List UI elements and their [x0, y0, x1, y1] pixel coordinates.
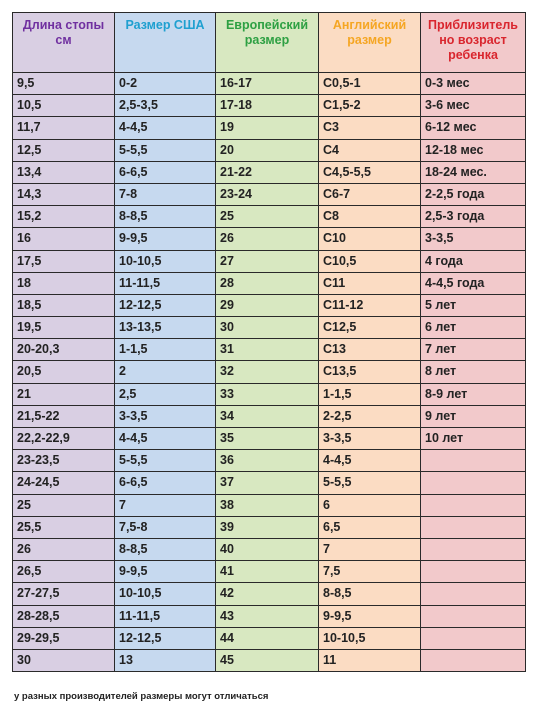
cell-child-age: 12-18 мес: [421, 139, 526, 161]
cell-uk-size: C10,5: [319, 250, 421, 272]
cell-us-size: 9-9,5: [115, 228, 216, 250]
cell-us-size: 7,5-8: [115, 516, 216, 538]
table-row: [13, 383, 526, 405]
cell-child-age: 2,5-3 года: [421, 206, 526, 228]
cell-eu-size: 31: [216, 339, 319, 361]
cell-eu-size: 32: [216, 361, 319, 383]
cell-us-size: 1-1,5: [115, 339, 216, 361]
cell-foot-length: 21,5-22: [13, 405, 115, 427]
cell-child-age: [421, 538, 526, 560]
cell-child-age: [421, 472, 526, 494]
size-table: [12, 12, 526, 672]
cell-eu-size: 35: [216, 428, 319, 450]
table-row: [13, 183, 526, 205]
cell-uk-size: C3: [319, 117, 421, 139]
cell-child-age: [421, 561, 526, 583]
cell-uk-size: 10-10,5: [319, 627, 421, 649]
cell-eu-size: 29: [216, 294, 319, 316]
table-row: [13, 228, 526, 250]
cell-foot-length: 10,5: [13, 95, 115, 117]
cell-us-size: 2,5-3,5: [115, 95, 216, 117]
cell-uk-size: 7,5: [319, 561, 421, 583]
cell-foot-length: 30: [13, 649, 115, 671]
cell-us-size: 4-4,5: [115, 428, 216, 450]
cell-foot-length: 25: [13, 494, 115, 516]
cell-eu-size: 38: [216, 494, 319, 516]
cell-uk-size: 7: [319, 538, 421, 560]
cell-us-size: 5-5,5: [115, 139, 216, 161]
table-row: [13, 450, 526, 472]
cell-eu-size: 37: [216, 472, 319, 494]
cell-foot-length: 11,7: [13, 117, 115, 139]
cell-child-age: [421, 649, 526, 671]
cell-uk-size: 11: [319, 649, 421, 671]
cell-us-size: 7: [115, 494, 216, 516]
header-child-age: Приблизитель но возраст ребенка: [421, 13, 526, 73]
cell-uk-size: C4: [319, 139, 421, 161]
table-row: [13, 428, 526, 450]
table-row: [13, 583, 526, 605]
table-row: [13, 516, 526, 538]
cell-us-size: 0-2: [115, 73, 216, 95]
header-foot-length: Длина стопы см: [13, 13, 115, 73]
size-chart: [12, 12, 526, 672]
cell-foot-length: 29-29,5: [13, 627, 115, 649]
cell-uk-size: 6: [319, 494, 421, 516]
cell-child-age: 7 лет: [421, 339, 526, 361]
cell-us-size: 4-4,5: [115, 117, 216, 139]
cell-child-age: [421, 450, 526, 472]
cell-uk-size: C10: [319, 228, 421, 250]
cell-uk-size: C0,5-1: [319, 73, 421, 95]
cell-foot-length: 28-28,5: [13, 605, 115, 627]
cell-child-age: 3-3,5: [421, 228, 526, 250]
table-row: [13, 339, 526, 361]
table-row: [13, 161, 526, 183]
cell-us-size: 11-11,5: [115, 605, 216, 627]
table-row: [13, 405, 526, 427]
cell-child-age: 3-6 мес: [421, 95, 526, 117]
cell-foot-length: 18: [13, 272, 115, 294]
cell-uk-size: 8-8,5: [319, 583, 421, 605]
cell-child-age: 6-12 мес: [421, 117, 526, 139]
cell-foot-length: 18,5: [13, 294, 115, 316]
cell-us-size: 8-8,5: [115, 538, 216, 560]
cell-foot-length: 13,4: [13, 161, 115, 183]
cell-foot-length: 25,5: [13, 516, 115, 538]
cell-foot-length: 26,5: [13, 561, 115, 583]
table-row: [13, 117, 526, 139]
cell-child-age: 8-9 лет: [421, 383, 526, 405]
cell-uk-size: C4,5-5,5: [319, 161, 421, 183]
cell-foot-length: 20-20,3: [13, 339, 115, 361]
cell-uk-size: 1-1,5: [319, 383, 421, 405]
cell-foot-length: 17,5: [13, 250, 115, 272]
table-row: [13, 605, 526, 627]
cell-uk-size: C8: [319, 206, 421, 228]
cell-eu-size: 41: [216, 561, 319, 583]
footnote: у разных производителей размеры могут отличаться: [14, 691, 269, 702]
cell-us-size: 9-9,5: [115, 561, 216, 583]
table-header: [13, 13, 526, 73]
cell-uk-size: 6,5: [319, 516, 421, 538]
cell-uk-size: C11-12: [319, 294, 421, 316]
cell-eu-size: 40: [216, 538, 319, 560]
cell-us-size: 10-10,5: [115, 583, 216, 605]
table-row: [13, 272, 526, 294]
cell-eu-size: 23-24: [216, 183, 319, 205]
cell-foot-length: 23-23,5: [13, 450, 115, 472]
cell-eu-size: 27: [216, 250, 319, 272]
cell-eu-size: 25: [216, 206, 319, 228]
cell-eu-size: 42: [216, 583, 319, 605]
cell-child-age: 2-2,5 года: [421, 183, 526, 205]
cell-us-size: 6-6,5: [115, 161, 216, 183]
cell-eu-size: 20: [216, 139, 319, 161]
cell-us-size: 11-11,5: [115, 272, 216, 294]
cell-foot-length: 9,5: [13, 73, 115, 95]
cell-us-size: 6-6,5: [115, 472, 216, 494]
header-us-size: Размер США: [115, 13, 216, 73]
cell-child-age: 5 лет: [421, 294, 526, 316]
cell-us-size: 7-8: [115, 183, 216, 205]
cell-child-age: [421, 627, 526, 649]
table-row: [13, 95, 526, 117]
cell-eu-size: 30: [216, 317, 319, 339]
cell-us-size: 12-12,5: [115, 294, 216, 316]
cell-us-size: 12-12,5: [115, 627, 216, 649]
cell-foot-length: 26: [13, 538, 115, 560]
cell-child-age: 9 лет: [421, 405, 526, 427]
header-eu-size: Европейский размер: [216, 13, 319, 73]
cell-eu-size: 26: [216, 228, 319, 250]
cell-eu-size: 16-17: [216, 73, 319, 95]
cell-uk-size: 5-5,5: [319, 472, 421, 494]
table-row: [13, 139, 526, 161]
cell-child-age: 4 года: [421, 250, 526, 272]
table-row: [13, 73, 526, 95]
cell-eu-size: 21-22: [216, 161, 319, 183]
cell-foot-length: 20,5: [13, 361, 115, 383]
table-row: [13, 627, 526, 649]
header-uk-size: Английский размер: [319, 13, 421, 73]
cell-us-size: 2,5: [115, 383, 216, 405]
cell-foot-length: 15,2: [13, 206, 115, 228]
cell-child-age: 0-3 мес: [421, 73, 526, 95]
cell-foot-length: 16: [13, 228, 115, 250]
cell-child-age: 6 лет: [421, 317, 526, 339]
table-row: [13, 294, 526, 316]
cell-foot-length: 12,5: [13, 139, 115, 161]
cell-us-size: 8-8,5: [115, 206, 216, 228]
cell-eu-size: 34: [216, 405, 319, 427]
cell-foot-length: 19,5: [13, 317, 115, 339]
cell-uk-size: C11: [319, 272, 421, 294]
cell-child-age: [421, 494, 526, 516]
cell-eu-size: 33: [216, 383, 319, 405]
table-row: [13, 250, 526, 272]
cell-uk-size: C13: [319, 339, 421, 361]
cell-eu-size: 39: [216, 516, 319, 538]
header-row: [13, 13, 526, 73]
cell-foot-length: 22,2-22,9: [13, 428, 115, 450]
cell-child-age: 18-24 мес.: [421, 161, 526, 183]
table-row: [13, 317, 526, 339]
cell-eu-size: 17-18: [216, 95, 319, 117]
cell-foot-length: 27-27,5: [13, 583, 115, 605]
cell-eu-size: 44: [216, 627, 319, 649]
cell-us-size: 10-10,5: [115, 250, 216, 272]
cell-child-age: 8 лет: [421, 361, 526, 383]
cell-uk-size: C6-7: [319, 183, 421, 205]
cell-eu-size: 43: [216, 605, 319, 627]
cell-uk-size: 9-9,5: [319, 605, 421, 627]
cell-child-age: [421, 605, 526, 627]
table-row: [13, 538, 526, 560]
cell-us-size: 3-3,5: [115, 405, 216, 427]
table-row: [13, 494, 526, 516]
cell-us-size: 13: [115, 649, 216, 671]
cell-uk-size: 3-3,5: [319, 428, 421, 450]
cell-foot-length: 21: [13, 383, 115, 405]
cell-eu-size: 28: [216, 272, 319, 294]
table-body: [13, 73, 526, 672]
cell-us-size: 5-5,5: [115, 450, 216, 472]
cell-eu-size: 19: [216, 117, 319, 139]
cell-child-age: 10 лет: [421, 428, 526, 450]
table-row: [13, 649, 526, 671]
table-row: [13, 206, 526, 228]
table-row: [13, 561, 526, 583]
cell-us-size: 2: [115, 361, 216, 383]
cell-uk-size: C12,5: [319, 317, 421, 339]
cell-us-size: 13-13,5: [115, 317, 216, 339]
cell-uk-size: C13,5: [319, 361, 421, 383]
cell-child-age: [421, 516, 526, 538]
cell-child-age: [421, 583, 526, 605]
table-row: [13, 361, 526, 383]
cell-child-age: 4-4,5 года: [421, 272, 526, 294]
cell-uk-size: 2-2,5: [319, 405, 421, 427]
cell-foot-length: 24-24,5: [13, 472, 115, 494]
cell-uk-size: C1,5-2: [319, 95, 421, 117]
cell-eu-size: 36: [216, 450, 319, 472]
cell-eu-size: 45: [216, 649, 319, 671]
table-row: [13, 472, 526, 494]
cell-uk-size: 4-4,5: [319, 450, 421, 472]
cell-foot-length: 14,3: [13, 183, 115, 205]
